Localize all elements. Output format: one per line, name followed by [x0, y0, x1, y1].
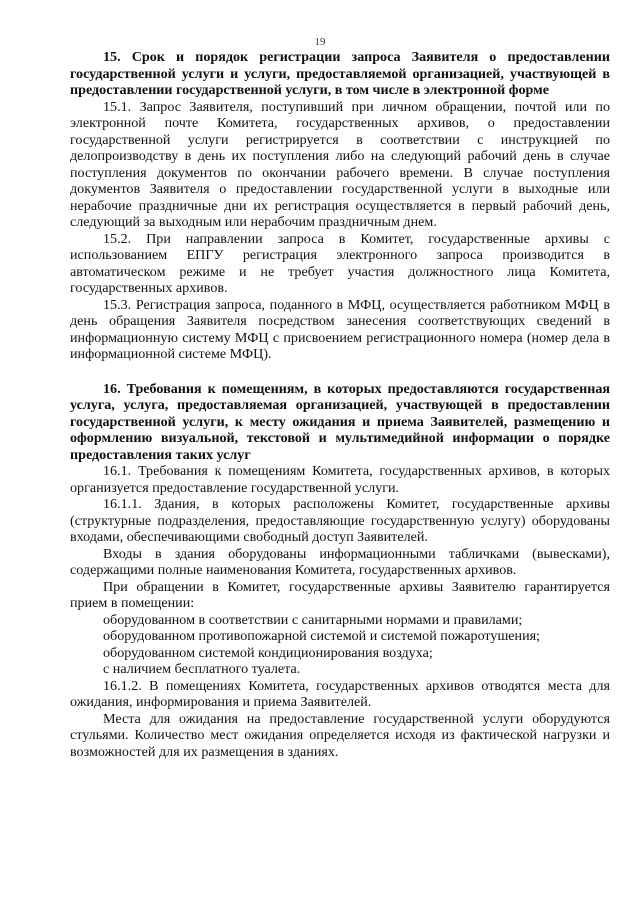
list-item: с наличием бесплатного туалета. — [103, 661, 301, 677]
section-16-heading: 16. Требования к помещениям, в которых предоставляются государственная услуга, услуга, предоставляемая организацией, участвующей в предоставлении государственной услуги, к месту ожидания и приема Заявителей, размещению и оформлению визуальной, текстовой и мультимедийной информации о порядке предоставления таких услуг — [70, 380, 610, 463]
paragraph-15-1: 15.1. Запрос Заявителя, поступивший при личном обращении, почтой или по электронной почте Комитета, государственных архивов, о предоставлении государственной услуги регистрируется в соответствии с инструкцией по делопроизводству в день их поступления либо на следующий рабочий день в случае поступления документов по окончании рабочего времени. В случае поступления документов Заявителя о предоставлении государственной услуги в выходные или нерабочие праздничные дни их регистрация осуществляется в первый рабочий день, следующий за выходным или нерабочим праздничным днем. — [70, 98, 610, 230]
paragraph-16-1: 16.1. Требования к помещениям Комитета, государственных архивов, в которых организуется предоставление государственной услуги. — [70, 463, 610, 496]
page-number: 19 — [314, 36, 326, 48]
paragraph-15-3: 15.3. Регистрация запроса, поданного в МФЦ, осуществляется работником МФЦ в день обращения Заявителя посредством занесения соответствующих сведений в информационную систему МФЦ с присвоением регистрационного номера (номер дела в информационной системе МФЦ). — [70, 296, 610, 362]
paragraph-15-2: 15.2. При направлении запроса в Комитет, государственные архивы с использованием ЕПГУ регистрация электронного запроса производится в автоматическом режиме и не требует участия должностного лица Комитета, государственных архивов. — [70, 230, 610, 296]
paragraph-16-1-2: 16.1.2. В помещениях Комитета, государственных архивов отводятся места для ожидания, информирования и приема Заявителей. — [70, 677, 610, 710]
paragraph-entrances: Входы в здания оборудованы информационными табличками (вывесками), содержащими полные наименования Комитета, государственных архивов. — [70, 545, 610, 578]
paragraph-reception: При обращении в Комитет, государственные архивы Заявителю гарантируется прием в помещении: — [70, 578, 610, 611]
list-item: оборудованном в соответствии с санитарными нормами и правилами; — [103, 611, 523, 628]
list-item: оборудованном противопожарной системой и системой пожаротушения; — [103, 628, 541, 644]
section-15-heading: 15. Срок и порядок регистрации запроса Заявителя о предоставлении государственной услуги и услуги, предоставляемой организацией, участвующей в предоставлении государственной услуги, в том числе в электронной форме — [70, 49, 610, 98]
paragraph-16-1-1: 16.1.1. Здания, в которых расположены Комитет, государственные архивы (структурные подразделения, предоставляющие государственную услугу) оборудованы входами, обеспечивающими свободный доступ Заявителей. — [70, 496, 610, 545]
paragraph-waiting-places: Места для ожидания на предоставление государственной услуги оборудуются стульями. Количество мест ожидания определяется исходя из фактической нагрузки и возможностей для их размещения в зданиях. — [70, 710, 610, 760]
list-item: оборудованном системой кондиционирования воздуха; — [103, 644, 433, 661]
section-spacer — [70, 363, 610, 381]
document-body — [70, 49, 610, 760]
